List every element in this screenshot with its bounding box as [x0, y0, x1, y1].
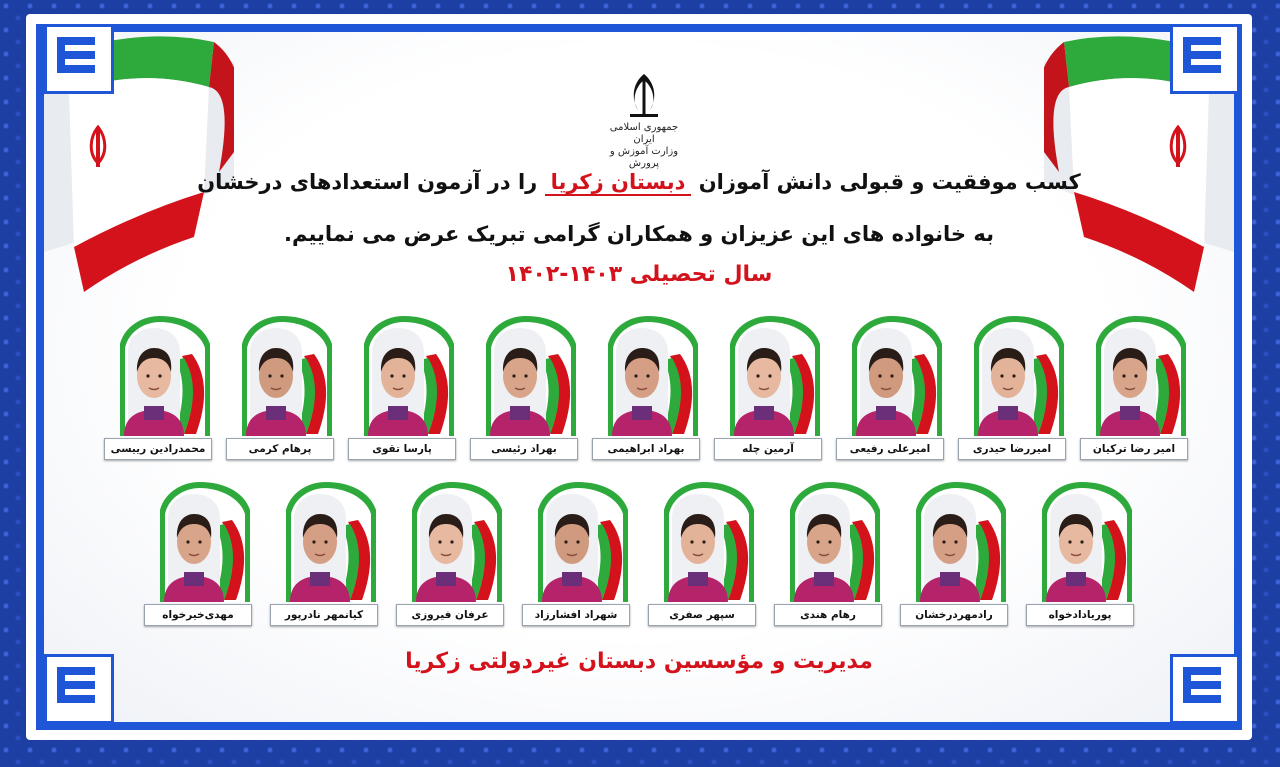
- student-photo: [780, 480, 880, 602]
- student-name: مهدی‌خیرخواه: [144, 604, 252, 626]
- student-photo: [842, 314, 942, 436]
- student-card: [900, 480, 1018, 630]
- student-photo: [150, 480, 250, 602]
- student-card: [348, 314, 466, 464]
- student-card: [714, 314, 832, 464]
- corner-ornament-icon: [44, 654, 114, 724]
- student-photo: [402, 480, 502, 602]
- student-card: [1080, 314, 1198, 464]
- student-name: رادمهردرخشان: [900, 604, 1008, 626]
- iran-emblem-icon: [622, 72, 666, 118]
- student-name: امیر رضا ترکیان: [1080, 438, 1188, 460]
- emblem-line1: جمهوری اسلامی ایران: [609, 122, 679, 145]
- student-photo: [598, 314, 698, 436]
- student-photo: [964, 314, 1064, 436]
- student-card: [144, 480, 262, 630]
- corner-ornament-icon: [1170, 654, 1240, 724]
- heading-line1-start: کسب موفقیت و قبولی دانش آموزان: [698, 170, 1081, 194]
- student-card: [522, 480, 640, 630]
- student-name: کیانمهر نادرپور: [270, 604, 378, 626]
- poster-panel: [44, 32, 1234, 722]
- heading-line1: [184, 170, 1094, 194]
- student-name: بهراد ابراهیمی: [592, 438, 700, 460]
- student-name: رهام هندی: [774, 604, 882, 626]
- corner-ornament-icon: [44, 24, 114, 94]
- student-card: [470, 314, 588, 464]
- student-name: محمدرادین رییسی: [104, 438, 212, 460]
- student-name: امیررضا حیدری: [958, 438, 1066, 460]
- student-card: [1026, 480, 1144, 630]
- student-photo: [276, 480, 376, 602]
- student-name: پارسا تقوی: [348, 438, 456, 460]
- student-name: عرفان فیروزی: [396, 604, 504, 626]
- student-card: [774, 480, 892, 630]
- student-photo: [476, 314, 576, 436]
- student-photo: [354, 314, 454, 436]
- student-name: سپهر صفری: [648, 604, 756, 626]
- academic-year: سال تحصیلی ۱۴۰۳-۱۴۰۲: [505, 262, 773, 287]
- student-photo: [528, 480, 628, 602]
- student-card: [396, 480, 514, 630]
- student-card: [648, 480, 766, 630]
- student-photo: [1032, 480, 1132, 602]
- student-photo: [1086, 314, 1186, 436]
- student-photo: [232, 314, 332, 436]
- student-name: پوریادادخواه: [1026, 604, 1134, 626]
- student-photo: [720, 314, 820, 436]
- student-card: [226, 314, 344, 464]
- footer-signature: مدیریت و مؤسسین دبستان غیردولتی زکریا: [405, 649, 873, 674]
- student-name: امیرعلی رفیعی: [836, 438, 944, 460]
- student-name: پرهام کرمی: [226, 438, 334, 460]
- student-card: [836, 314, 954, 464]
- student-card: [270, 480, 388, 630]
- student-photo: [906, 480, 1006, 602]
- student-photo: [110, 314, 210, 436]
- student-card: [592, 314, 710, 464]
- student-name: آرمین چله: [714, 438, 822, 460]
- corner-ornament-icon: [1170, 24, 1240, 94]
- student-card: [958, 314, 1076, 464]
- student-row-2: [44, 480, 1234, 630]
- student-name: بهراد رئیسی: [470, 438, 578, 460]
- heading-line2: به خانواده های این عزیزان و همکاران گرامی تبریک عرض می نماییم.: [284, 222, 994, 246]
- student-photo: [654, 480, 754, 602]
- student-row-1: [44, 314, 1234, 464]
- ministry-emblem: [599, 72, 689, 170]
- heading-line1-end: را در آزمون استعدادهای درخشان: [197, 170, 538, 194]
- school-name: دبستان زکریا: [545, 170, 692, 196]
- emblem-line2: وزارت آموزش و پرورش: [609, 146, 679, 169]
- student-card: [104, 314, 222, 464]
- student-name: شهراد افشارزاد: [522, 604, 630, 626]
